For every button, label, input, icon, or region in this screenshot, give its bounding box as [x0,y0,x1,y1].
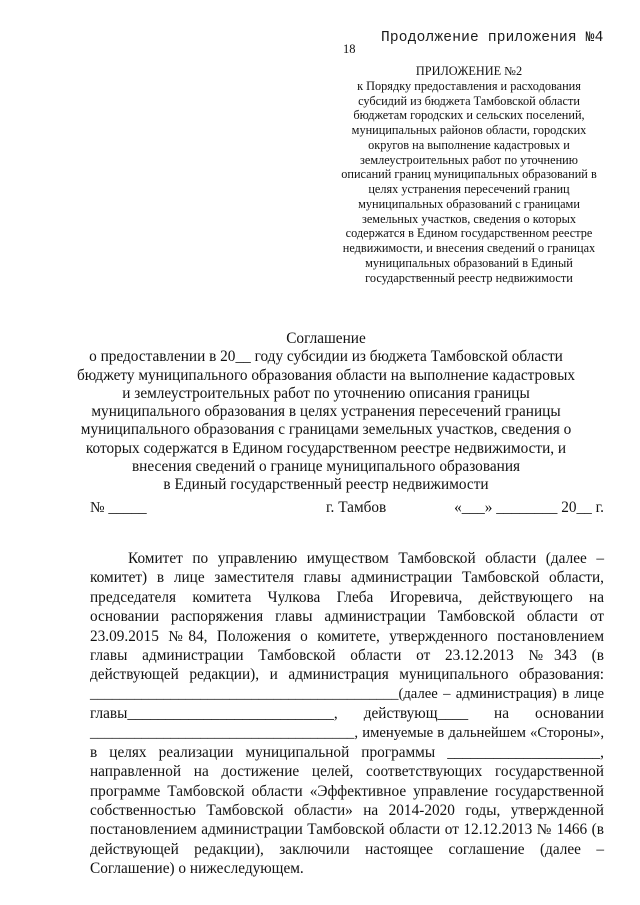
body-line: действующей редакции), заключили настоящее соглашение (далее – [90,840,604,858]
body-line: Соглашение) о нижеследующем. [90,860,304,878]
title-line: бюджету муниципального образования области на выполнение кадастровых [77,366,575,384]
appendix-line: муниципальных районов области, городских [351,123,587,137]
body-line: действующей редакции), и администрация муниципального образования: [90,666,604,684]
title-heading: Соглашение [286,330,366,347]
title-line: муниципального образования в целях устранения пересечений границы [91,403,561,421]
appendix-line: к Порядку предоставления и расходования [357,78,581,93]
body-line: комитет) в лице заместителя главы администрации Тамбовской области, [90,569,604,587]
body-line: направленной на достижение целей, соответствующих государственной [90,763,604,781]
agreement-preamble [90,549,604,879]
agreement-number: № _____ [90,499,147,516]
appendix-line: землеустроительных работ по уточнению [360,152,578,167]
appendix-line: округов на выполнение кадастровых и [368,137,570,152]
body-line: в целях реализации муниципальной программы ____________________, [90,743,604,761]
agreement-date: «___» ________ 20__ г. [454,499,604,516]
appendix-line: целях устранения пересечений границ [368,182,570,196]
body-line: программе Тамбовской области «Эффективное управление государственной [90,782,604,800]
appendix-line: земельных участков, сведения о которых [361,211,576,226]
appendix-line: недвижимости, и внесения сведений о границах [342,241,596,255]
appendix-title: ПРИЛОЖЕНИЕ №2 [415,64,523,78]
body-line: собственностью Тамбовской области» на 2014-2020 годы, утвержденной [90,802,604,820]
continuation-stamp: Продолжение приложения №4 [381,30,604,46]
agreement-number-line [90,499,604,517]
agreement-city: г. Тамбов [326,499,387,516]
appendix-block [327,64,611,285]
title-line: и землеустроительных работ по уточнению описания границы [122,384,530,402]
body-line: постановлением администрации Тамбовской области от 12.12.2013 № 1466 (в [90,821,604,839]
body-line: основании распоряжения главы администрации Тамбовской области от [90,608,604,626]
appendix-line: муниципальных образований в Единый [365,255,573,270]
body-line: 23.09.2015 №84, Положения о комитете, утвержденного постановлением [90,627,604,645]
title-line: муниципального образования с границами земельных участков, сведения о [80,421,572,439]
body-line: председателя комитета Чулкова Глеба Игоревича, действующего на [90,588,604,606]
title-line: о предоставлении в 20__ году субсидии из бюджета Тамбовской области [89,348,563,366]
appendix-line: описаний границ муниципальных образований в [341,167,597,182]
appendix-line: муниципальных образований с границами [358,196,580,211]
appendix-line: государственный реестр недвижимости [365,270,573,285]
body-line: главы___________________________, действующ____ на основании [90,705,604,723]
title-line: в Единый государственный реестр недвижимости [163,476,489,494]
title-line: которых содержатся в Едином государственном реестре недвижимости, и [85,439,567,457]
page-number: 18 [343,42,356,56]
appendix-line: содержатся в Едином государственном реестре [345,226,593,241]
title-line: внесения сведений о границе муниципального образования [131,458,521,476]
appendix-line: бюджетам городских и сельских поселений, [353,108,585,123]
body-line: Комитет по управлению имуществом Тамбовской области (далее – [128,550,604,567]
body-line: ____________________________________, именуемые в дальнейшем «Стороны», [90,724,604,741]
agreement-title [66,330,586,495]
appendix-line: субсидий из бюджета Тамбовской области [358,93,580,108]
body-line: __________________________________________(далее – администрация) в лице [90,685,604,702]
body-line: главы администрации Тамбовской области от 23.12.2013 №343 (в [90,646,604,664]
